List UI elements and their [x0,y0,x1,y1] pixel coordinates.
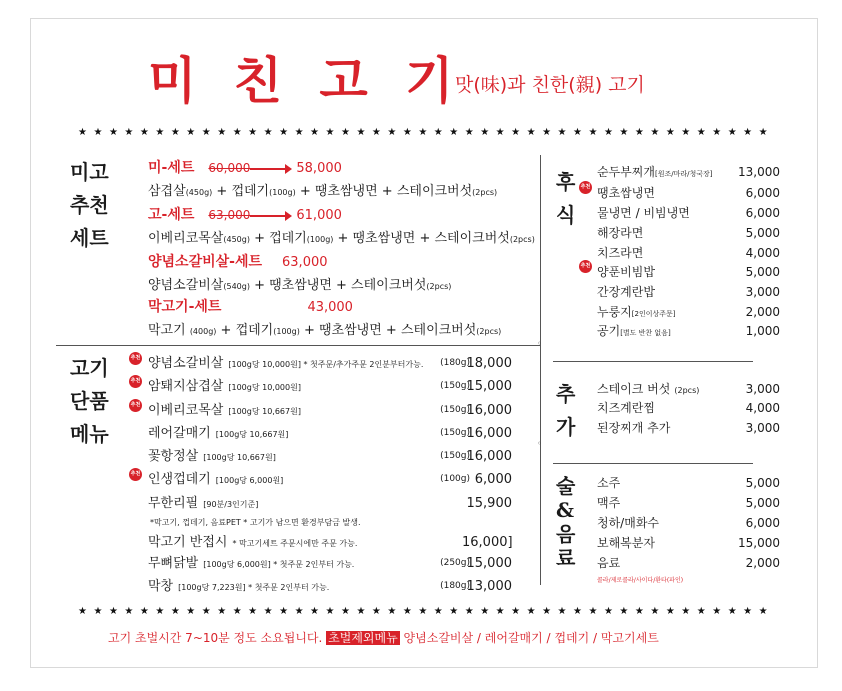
star-icon: ★ [201,606,211,617]
set-price: 63,000 [282,255,328,270]
recommend-badge-icon: 추천 [579,181,592,194]
section-title-single [70,352,130,451]
menu-item-name: 막창 [148,579,174,594]
menu-item-price: 6,000 [474,472,512,487]
star-icon: ★ [232,127,242,138]
star-icon: ★ [603,127,613,138]
divider-dot: ◦ [537,339,542,348]
menu-item-price: 5,000 [745,226,780,240]
set-price: 58,000 [296,161,342,176]
desc-part: (100g) [269,188,296,197]
menu-item [148,471,283,489]
menu-item [597,264,655,281]
desc-part: (400g) [189,327,217,336]
menu-item [148,448,276,466]
menu-item-price: 16,000] [462,535,513,550]
star-icon: ★ [511,606,521,617]
menu-item-weight: (180g) [440,581,470,591]
menu-item-price: 6,000 [745,516,780,530]
menu-item-price: 5,000 [745,476,780,490]
menu-item-note: [100g당 10,000원] [228,383,301,392]
menu-item-weight: (180g) [440,358,470,368]
star-icon: ★ [449,127,459,138]
menu-item-weight: (150g) [440,381,470,391]
menu-item-price: 16,000 [466,403,512,418]
menu-item [597,225,643,242]
menu-item-name: 무뼈닭발 [148,556,199,571]
star-icon: ★ [93,606,103,617]
menu-item [148,378,301,396]
menu-item-price: 3,000 [745,285,780,299]
menu-item [148,402,301,420]
desc-part: (540g) [223,282,250,291]
set-name: 막고기-세트 [148,299,222,315]
title-line: 료 [556,546,576,570]
old-price: 63,000 [208,208,251,222]
star-icon: ★ [93,127,103,138]
footer-note [108,630,659,647]
menu-item [148,578,329,596]
section-title-addon [556,378,580,444]
desc-part: 이베리코목살 [148,231,224,246]
star-icon: ★ [526,127,536,138]
star-icon: ★ [387,127,397,138]
menu-item [597,381,699,399]
star-icon: ★ [217,606,227,617]
star-icon: ★ [480,127,490,138]
menu-item-note: * 막고기세트 주문시에만 주문 가능. [232,539,358,548]
divider-line [553,463,753,464]
menu-item [148,425,288,443]
set-name: 양념소갈비살-세트 [148,254,263,270]
menu-item-price: 4,000 [745,401,780,415]
star-icon: ★ [495,127,505,138]
menu-item-note: [90분/3인기준] [203,500,259,509]
menu-item-price: 4,000 [745,246,780,260]
page-subtitle: 맛(味)과 친한(親) 고기 [455,74,645,96]
menu-item-name: 양념소갈비살 [148,356,224,371]
menu-item-price: 15,900 [466,496,512,511]
star-icon: ★ [139,606,149,617]
star-icon: ★ [727,606,737,617]
star-icon: ★ [665,606,675,617]
desc-part: (100g) [306,235,334,244]
menu-item-price: 6,000 [745,206,780,220]
menu-item-note: [100g당 6,000원] [215,476,284,485]
menu-item-note: [별도 반찬 없음] [620,329,671,337]
desc-part: + 땡초쌈냉면 + 스테이크버섯 [295,184,473,199]
star-icon: ★ [186,127,196,138]
star-icon: ★ [557,606,567,617]
star-icon: ★ [650,606,660,617]
star-icon: ★ [263,606,273,617]
menu-item-name: 무한리필 [148,496,199,511]
menu-item-name: 암퇘지삼겹살 [148,379,224,394]
set-heading [148,254,328,271]
menu-item-name: 꽃항정살 [148,449,199,464]
star-icon: ★ [155,606,165,617]
title-line: & [556,498,575,522]
star-icon: ★ [758,127,768,138]
menu-item-price: 6,000 [745,186,780,200]
menu-item [597,284,655,301]
star-icon: ★ [340,606,350,617]
star-icon: ★ [124,127,134,138]
set-price: 43,000 [307,300,353,315]
star-icon: ★ [681,606,691,617]
star-divider-bottom [78,606,768,618]
recommend-badge-icon: 추천 [129,352,142,365]
star-icon: ★ [124,606,134,617]
menu-item-weight: (250g) [440,558,470,568]
refill-note: *막고기, 껍데기, 음료PET * 고기가 남으면 환경부담금 발생. [150,518,361,527]
menu-item [597,164,712,183]
column-divider [540,155,541,585]
star-icon: ★ [696,606,706,617]
star-icon: ★ [248,127,258,138]
star-icon: ★ [248,606,258,617]
star-icon: ★ [557,127,567,138]
star-icon: ★ [217,127,227,138]
star-icon: ★ [464,127,474,138]
title-line: 단품 [70,389,109,413]
menu-item-price: 5,000 [745,496,780,510]
set-heading [148,299,353,316]
star-icon: ★ [325,606,335,617]
recommend-badge-icon: 추천 [579,260,592,273]
menu-item [597,245,643,262]
menu-item-note: (2pcs) [674,386,700,395]
menu-item-note: [100g당 10,667원] [203,453,276,462]
title-line: 식 [556,203,576,227]
star-icon: ★ [279,127,289,138]
star-icon: ★ [573,127,582,138]
desc-part: 막고기 [148,323,190,338]
star-icon: ★ [78,606,87,617]
desc-part: (450g) [223,235,250,244]
menu-item [597,420,670,437]
star-icon: ★ [619,606,629,617]
star-icon: ★ [356,127,366,138]
star-icon: ★ [449,606,459,617]
desc-part: + 땡초쌈냉면 + 스테이크버섯 [299,323,477,338]
star-icon: ★ [402,606,412,617]
section-title-drinks [556,474,580,570]
desc-part: (2pcs) [472,188,498,197]
page-title: 미 친 고 기 [148,51,464,110]
footer-text: 고기 초벌시간 7~10분 정도 소요됩니다. [108,631,323,645]
menu-item-name: 공기 [597,324,621,338]
star-icon: ★ [573,606,582,617]
star-icon: ★ [712,127,722,138]
star-icon: ★ [186,606,196,617]
menu-item [597,400,655,417]
menu-item-name: 된장찌개 추가 [597,421,671,435]
star-icon: ★ [310,606,319,617]
star-icon: ★ [634,606,644,617]
menu-item-weight: (150g) [440,405,470,415]
menu-item-price: 16,000 [466,449,512,464]
star-icon: ★ [294,127,304,138]
star-icon: ★ [758,606,768,617]
divider-line [553,361,753,362]
title-line: 음 [556,522,576,546]
menu-item [597,323,671,342]
title-line: 고기 [70,356,109,380]
menu-item [148,495,258,513]
star-icon: ★ [619,127,629,138]
star-icon: ★ [650,127,660,138]
star-icon: ★ [387,606,397,617]
menu-item-price: 15,000 [738,536,780,550]
desc-part: + 껍데기 [216,323,274,338]
set-name: 미-세트 [148,160,195,176]
star-icon: ★ [495,606,505,617]
menu-item-name: 소주 [597,476,621,490]
menu-item-price: 15,000 [466,379,512,394]
menu-item-name: 맥주 [597,496,621,510]
desc-part: + 껍데기 [212,184,270,199]
set-heading [148,160,342,177]
drink-note: 콜라/제로콜라/사이다/환타(파인) [597,577,684,584]
menu-item-weight: (150g) [440,428,470,438]
title-line: 세트 [70,226,109,250]
menu-item-price: 3,000 [745,421,780,435]
set-description [148,183,497,201]
star-icon: ★ [108,606,118,617]
menu-item [597,205,690,222]
star-icon: ★ [665,127,675,138]
desc-part: + 땡초쌈냉면 + 스테이크버섯 [333,231,510,246]
star-icon: ★ [170,127,180,138]
star-icon: ★ [480,606,490,617]
star-icon: ★ [170,606,180,617]
menu-item-name: 해장라면 [597,226,644,240]
star-icon: ★ [542,127,552,138]
menu-item-price: 15,000 [466,556,512,571]
title-line: 술 [556,474,576,498]
menu-item-note: [원조/마라/청국장] [654,170,713,178]
recommend-badge-icon: 추천 [129,375,142,388]
desc-part: 양념소갈비살 [148,278,224,293]
star-icon: ★ [310,127,319,138]
menu-item-note: [100g당 10,667원] [215,430,289,439]
menu-item-name: 음료 [597,556,621,570]
menu-item-name: 청하/매화수 [597,516,660,530]
recommend-badge-icon: 추천 [129,399,142,412]
title-line: 가 [556,415,576,439]
menu-item-note: [2인이상주문] [631,310,676,318]
menu-item-name: 이베리코목살 [148,403,224,418]
arrow-icon [250,215,290,217]
divider-dot: ◦ [537,439,542,448]
star-icon: ★ [356,606,366,617]
menu-item-name: 순두부찌개 [597,165,655,179]
menu-item [597,185,655,202]
menu-item-name: 스테이크 버섯 [597,382,671,396]
menu-item [597,304,676,323]
star-icon: ★ [743,606,753,617]
star-divider-top [78,127,768,139]
star-icon: ★ [418,606,428,617]
desc-part: (100g) [273,327,300,336]
desc-part: 삼겹살 [148,184,186,199]
star-icon: ★ [371,606,381,617]
set-description [148,277,451,295]
menu-item-name: 간장계란밥 [597,285,655,299]
menu-item-price: 2,000 [745,305,780,319]
menu-item-name: 물냉면 / 비빔냉면 [597,206,690,220]
star-icon: ★ [402,127,412,138]
star-icon: ★ [139,127,149,138]
title-line: 미고 [70,160,109,184]
star-icon: ★ [340,127,350,138]
menu-item-name: 양푼비빔밥 [597,265,655,279]
star-icon: ★ [588,606,598,617]
menu-item-name: 막고기 반접시 [148,535,228,550]
title-line: 추천 [70,193,109,217]
old-price: 60,000 [208,161,251,175]
section-title-recommend [70,156,130,255]
star-icon: ★ [433,606,443,617]
star-icon: ★ [712,606,722,617]
menu-item [148,355,423,373]
star-icon: ★ [542,606,552,617]
set-description [148,230,535,248]
title-line: 메뉴 [70,422,109,446]
star-icon: ★ [433,127,443,138]
menu-item-price: 18,000 [466,356,512,371]
menu-item-note: [100g당 6,000원] * 첫주문 2인부터 가능. [203,560,355,569]
star-icon: ★ [526,606,536,617]
menu-item-weight: (100g) [440,474,470,484]
footer-menu: 양념소갈비살 / 레어갈매기 / 껍데기 / 막고기세트 [403,631,659,645]
section-title-dessert [556,166,580,232]
set-name: 고-세트 [148,207,195,223]
desc-part: + 땡초쌈냉면 + 스테이크버섯 [249,278,427,293]
star-icon: ★ [743,127,753,138]
star-icon: ★ [371,127,381,138]
menu-item-name: 인생껍데기 [148,472,211,487]
star-icon: ★ [263,127,273,138]
menu-item-price: 13,000 [466,579,512,594]
star-icon: ★ [634,127,644,138]
menu-item-name: 누룽지 [597,305,632,319]
star-icon: ★ [232,606,242,617]
star-icon: ★ [511,127,521,138]
star-icon: ★ [696,127,706,138]
recommend-badge-icon: 추천 [129,468,142,481]
star-icon: ★ [108,127,118,138]
star-icon: ★ [155,127,165,138]
arrow-icon [250,168,290,170]
desc-part: (2pcs) [476,327,502,336]
menu-item [148,534,357,552]
menu-item-name: 치즈라면 [597,246,644,260]
set-price: 61,000 [296,208,342,223]
desc-part: (2pcs) [509,235,535,244]
menu-item-price: 2,000 [745,556,780,570]
menu-item-price: 1,000 [745,324,780,338]
footer-highlight: 초벌제외메뉴 [328,631,398,645]
star-icon: ★ [201,127,211,138]
menu-item-note: [100g당 10,667원] [228,407,301,416]
menu-item [148,555,354,573]
desc-part: (450g) [185,188,213,197]
menu-item-name: 레어갈매기 [148,426,211,441]
star-icon: ★ [603,606,613,617]
title-line: 후 [556,170,576,194]
divider-line [56,345,540,346]
menu-item-name: 치즈계란찜 [597,401,655,415]
star-icon: ★ [279,606,289,617]
menu-item-note: [100g당 10,000원] * 첫주문/추가주문 2인분부터가능. [228,360,424,369]
star-icon: ★ [294,606,304,617]
star-icon: ★ [78,127,87,138]
menu-item-note: [100g당 7,223원] * 첫주문 2인부터 가능. [178,583,330,592]
menu-item-name: 땡초쌈냉면 [597,186,655,200]
menu-item-price: 5,000 [745,265,780,279]
title-line: 추 [556,382,576,406]
set-description [148,322,501,340]
menu-item-weight: (150g) [440,451,470,461]
star-icon: ★ [588,127,598,138]
star-icon: ★ [681,127,691,138]
desc-part: + 껍데기 [249,231,307,246]
menu-item-price: 16,000 [466,426,512,441]
star-icon: ★ [727,127,737,138]
menu-item-name: 보해복분자 [597,536,655,550]
set-heading [148,207,342,224]
menu-item-price: 13,000 [738,165,780,179]
star-icon: ★ [464,606,474,617]
star-icon: ★ [325,127,335,138]
desc-part: (2pcs) [426,282,452,291]
menu-item-price: 3,000 [745,382,780,396]
star-icon: ★ [418,127,428,138]
